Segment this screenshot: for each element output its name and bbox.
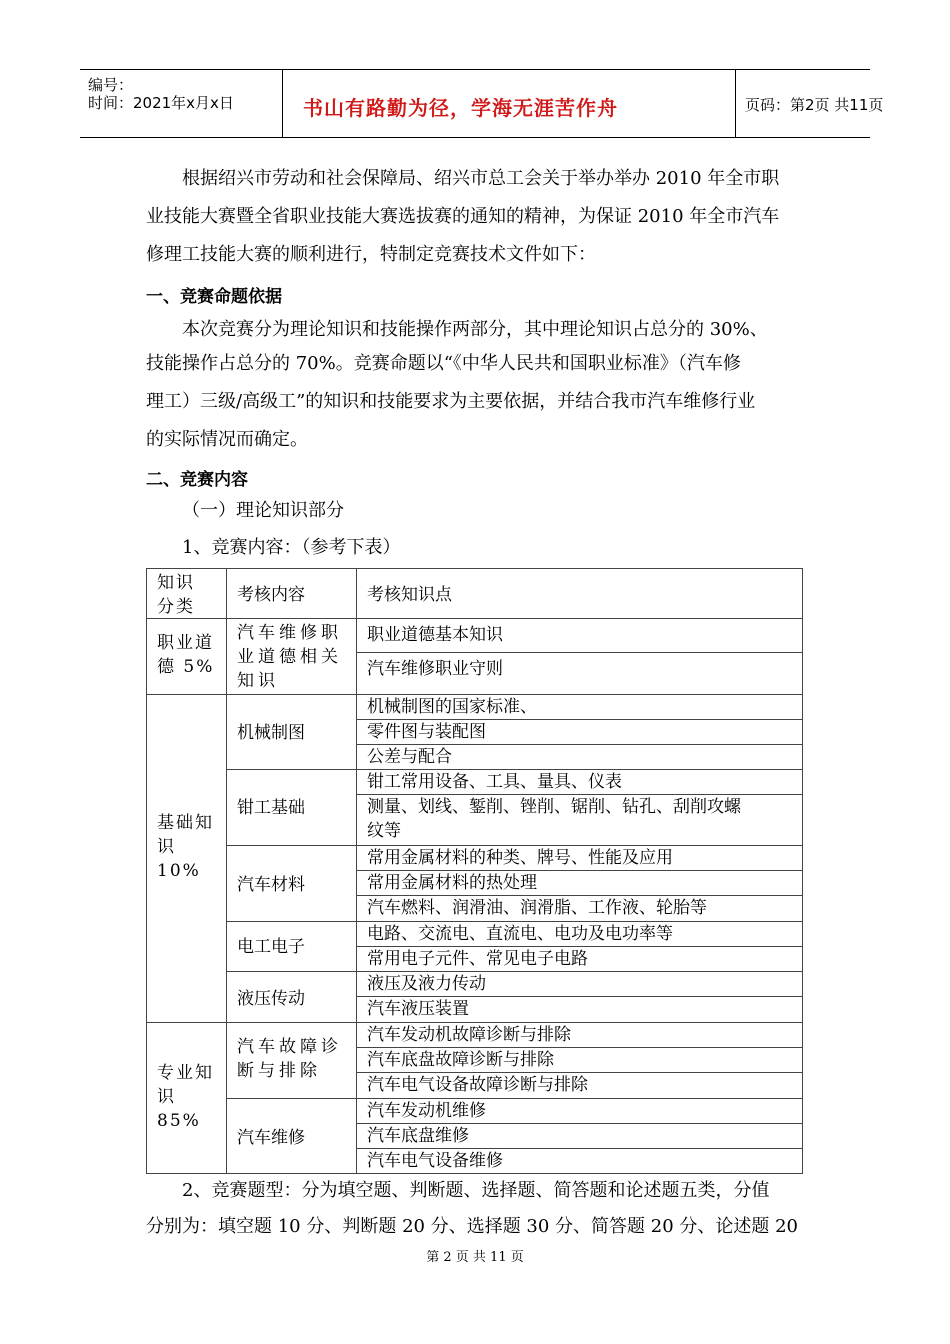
header-right (735, 70, 884, 137)
body-line: 的实际情况而确定。 (146, 429, 308, 450)
point-cell: 汽车液压装置 (356, 996, 803, 1022)
point-cell: 职业道德基本知识 (356, 618, 803, 652)
topic-cell: 汽车维修 (226, 1098, 356, 1174)
point-cell: 测量、划线、錾削、锉削、锯削、钻孔、刮削攻螺 纹等 (356, 794, 803, 845)
number-label: 编号： (88, 76, 134, 94)
body-line: 分别为：填空题 10 分、判断题 20 分、选择题 30 分、简答题 20 分、论述题 20 (146, 1216, 799, 1237)
topic-cell: 钳工基础 (226, 769, 356, 845)
category-cell: 专业知 识 85% (146, 1022, 226, 1174)
body-line: 技能操作占总分的 70%。竞赛命题以“《中华人民共和国职业标准》（汽车修 (146, 353, 741, 374)
body-line: 2、竞赛题型：分为填空题、判断题、选择题、简答题和论述题五类，分值 (182, 1180, 770, 1201)
page-header (80, 69, 884, 138)
table-header-category: 知识 分类 (146, 568, 226, 618)
point-cell: 汽车底盘维修 (356, 1123, 803, 1148)
header-left (80, 70, 282, 137)
topic-cell: 机械制图 (226, 694, 356, 769)
point-cell: 常用金属材料的热处理 (356, 870, 803, 895)
point-cell: 零件图与装配图 (356, 719, 803, 744)
knowledge-table (146, 568, 803, 1174)
point-cell: 公差与配合 (356, 744, 803, 769)
category-cell: 基础知 识 10% (146, 694, 226, 1022)
header-middle (282, 70, 736, 137)
list-item: 1、竞赛内容：（参考下表） (182, 537, 401, 558)
point-cell: 汽车维修职业守则 (356, 652, 803, 694)
section-heading: 一、竞赛命题依据 (146, 287, 282, 307)
intro-line: 业技能大赛暨全省职业技能大赛选拔赛的通知的精神，为保证 2010 年全市汽车 (146, 206, 780, 227)
page-info: 页码：第2页 共11页 (745, 96, 884, 114)
point-cell: 汽车电气设备维修 (356, 1148, 803, 1174)
category-cell: 职业道 德 5% (146, 618, 226, 694)
intro-line: 根据绍兴市劳动和社会保障局、绍兴市总工会关于举办举办 2010 年全市职 (182, 168, 780, 189)
point-cell: 汽车底盘故障诊断与排除 (356, 1047, 803, 1072)
page-footer: 第 2 页 共 11 页 (426, 1250, 524, 1265)
body-line: 理工）三级/高级工”的知识和技能要求为主要依据，并结合我市汽车维修行业 (146, 391, 756, 412)
point-cell: 汽车燃料、润滑油、润滑脂、工作液、轮胎等 (356, 895, 803, 921)
table-header-points: 考核知识点 (356, 568, 803, 618)
point-cell: 汽车发动机维修 (356, 1098, 803, 1123)
time-label: 时间：2021年x月x日 (88, 94, 234, 112)
table-header-content: 考核内容 (226, 568, 356, 618)
intro-line: 修理工技能大赛的顺利进行，特制定竞赛技术文件如下： (146, 244, 596, 265)
body-line: 本次竞赛分为理论知识和技能操作两部分，其中理论知识占总分的 30%、 (182, 319, 768, 340)
subsection-title: （一）理论知识部分 (182, 500, 344, 521)
point-cell: 液压及液力传动 (356, 971, 803, 996)
point-cell: 常用电子元件、常见电子电路 (356, 946, 803, 971)
point-cell: 钳工常用设备、工具、量具、仪表 (356, 769, 803, 794)
point-cell: 常用金属材料的种类、牌号、性能及应用 (356, 845, 803, 870)
topic-cell: 电工电子 (226, 921, 356, 971)
point-cell: 机械制图的国家标准、 (356, 694, 803, 719)
point-cell: 汽车电气设备故障诊断与排除 (356, 1072, 803, 1098)
point-cell: 汽车发动机故障诊断与排除 (356, 1022, 803, 1047)
point-cell: 电路、交流电、直流电、电功及电功率等 (356, 921, 803, 946)
topic-cell: 液压传动 (226, 971, 356, 1022)
topic-cell: 汽车材料 (226, 845, 356, 921)
topic-cell: 汽车故障诊 断与排除 (226, 1022, 356, 1098)
topic-cell: 汽车维修职 业道德相关 知识 (226, 618, 356, 694)
motto: 书山有路勤为径，学海无涯苦作舟 (303, 96, 618, 120)
section-heading: 二、竞赛内容 (146, 470, 248, 490)
